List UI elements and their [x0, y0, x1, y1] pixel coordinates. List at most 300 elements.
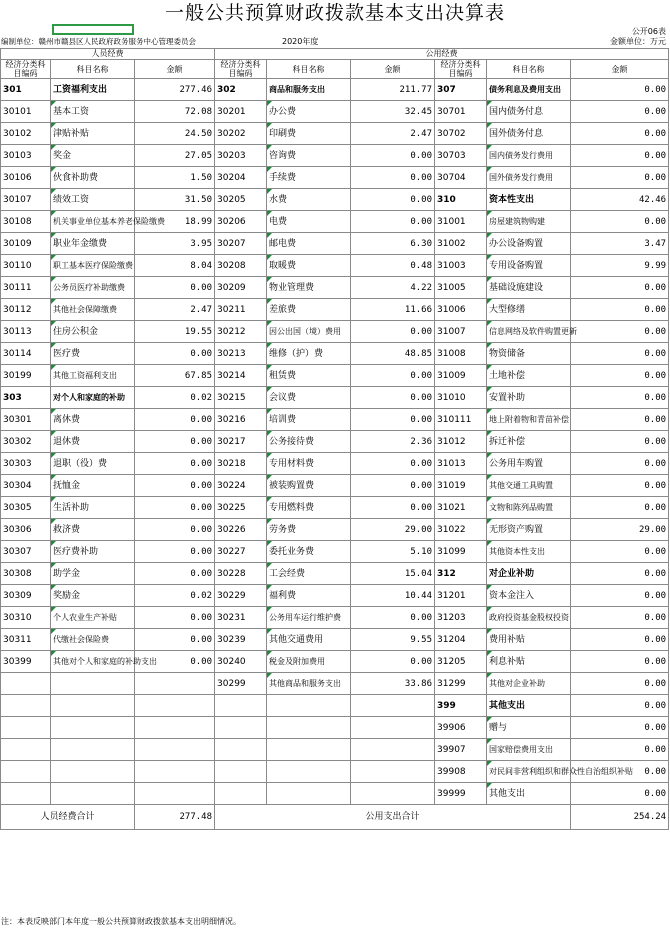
name-cell[interactable]: 其他商品和服务支出	[267, 673, 351, 695]
code-cell[interactable]: 30399	[1, 651, 51, 673]
name-cell[interactable]: 职工基本医疗保险缴费	[51, 255, 135, 277]
code-cell[interactable]: 30114	[1, 343, 51, 365]
name-cell[interactable]: 基本工资	[51, 101, 135, 123]
amount-cell[interactable]	[135, 673, 215, 695]
code-cell[interactable]: 30227	[215, 541, 267, 563]
code-cell[interactable]: 30228	[215, 563, 267, 585]
amount-cell[interactable]	[351, 739, 435, 761]
amount-cell[interactable]: 0.00	[135, 651, 215, 673]
name-cell[interactable]: 国内债务付息	[487, 101, 571, 123]
name-cell[interactable]: 公务用车购置	[487, 453, 571, 475]
header-amount[interactable]: 金额	[571, 60, 669, 79]
name-cell[interactable]: 津贴补贴	[51, 123, 135, 145]
amount-cell[interactable]: 18.99	[135, 211, 215, 233]
name-cell[interactable]: 离休费	[51, 409, 135, 431]
code-cell[interactable]: 30229	[215, 585, 267, 607]
name-cell[interactable]: 个人农业生产补贴	[51, 607, 135, 629]
code-cell[interactable]: 30208	[215, 255, 267, 277]
header-name[interactable]: 科目名称	[267, 60, 351, 79]
name-cell[interactable]: 奖励金	[51, 585, 135, 607]
amount-cell[interactable]: 0.00	[135, 277, 215, 299]
name-cell[interactable]: 工资福利支出	[51, 79, 135, 101]
code-cell[interactable]: 31022	[435, 519, 487, 541]
amount-cell[interactable]: 0.00	[135, 343, 215, 365]
name-cell[interactable]: 国家赔偿费用支出	[487, 739, 571, 761]
code-cell[interactable]	[1, 717, 51, 739]
name-cell[interactable]	[267, 717, 351, 739]
amount-cell[interactable]: 0.00	[571, 651, 669, 673]
amount-cell[interactable]: 0.00	[135, 453, 215, 475]
amount-cell[interactable]: 0.00	[351, 409, 435, 431]
amount-cell[interactable]: 15.04	[351, 563, 435, 585]
name-cell[interactable]: 地上附着物和青苗补偿	[487, 409, 571, 431]
code-cell[interactable]: 310	[435, 189, 487, 211]
code-cell[interactable]: 30112	[1, 299, 51, 321]
code-cell[interactable]	[1, 673, 51, 695]
code-cell[interactable]: 30209	[215, 277, 267, 299]
amount-cell[interactable]: 0.00	[571, 123, 669, 145]
amount-cell[interactable]: 0.48	[351, 255, 435, 277]
public-total-label[interactable]: 公用支出合计	[215, 805, 571, 830]
name-cell[interactable]: 公务员医疗补助缴费	[51, 277, 135, 299]
amount-cell[interactable]: 0.00	[571, 299, 669, 321]
amount-cell[interactable]: 0.00	[351, 651, 435, 673]
name-cell[interactable]	[51, 761, 135, 783]
code-cell[interactable]: 30199	[1, 365, 51, 387]
name-cell[interactable]	[51, 673, 135, 695]
amount-cell[interactable]: 9.99	[571, 255, 669, 277]
code-cell[interactable]: 30205	[215, 189, 267, 211]
code-cell[interactable]: 30109	[1, 233, 51, 255]
code-cell[interactable]: 30207	[215, 233, 267, 255]
amount-cell[interactable]: 2.47	[135, 299, 215, 321]
name-cell[interactable]: 无形资产购置	[487, 519, 571, 541]
code-cell[interactable]: 31201	[435, 585, 487, 607]
name-cell[interactable]: 债务利息及费用支出	[487, 79, 571, 101]
name-cell[interactable]: 因公出国（境）费用	[267, 321, 351, 343]
code-cell[interactable]: 39906	[435, 717, 487, 739]
code-cell[interactable]	[1, 695, 51, 717]
name-cell[interactable]: 退职（役）费	[51, 453, 135, 475]
amount-cell[interactable]: 3.47	[571, 233, 669, 255]
name-cell[interactable]: 住房公积金	[51, 321, 135, 343]
name-cell[interactable]: 水费	[267, 189, 351, 211]
name-cell[interactable]: 退休费	[51, 431, 135, 453]
code-cell[interactable]: 30203	[215, 145, 267, 167]
name-cell[interactable]: 会议费	[267, 387, 351, 409]
name-cell[interactable]: 委托业务费	[267, 541, 351, 563]
name-cell[interactable]: 拆迁补偿	[487, 431, 571, 453]
selected-cell-indicator[interactable]	[52, 24, 134, 35]
name-cell[interactable]: 其他支出	[487, 695, 571, 717]
amount-cell[interactable]: 277.46	[135, 79, 215, 101]
name-cell[interactable]	[51, 783, 135, 805]
code-cell[interactable]: 30231	[215, 607, 267, 629]
name-cell[interactable]: 物资储备	[487, 343, 571, 365]
code-cell[interactable]: 31001	[435, 211, 487, 233]
name-cell[interactable]: 助学金	[51, 563, 135, 585]
name-cell[interactable]: 职业年金缴费	[51, 233, 135, 255]
amount-cell[interactable]: 0.00	[571, 629, 669, 651]
code-cell[interactable]: 30106	[1, 167, 51, 189]
name-cell[interactable]: 公务接待费	[267, 431, 351, 453]
amount-cell[interactable]: 0.00	[351, 145, 435, 167]
code-cell[interactable]: 30299	[215, 673, 267, 695]
name-cell[interactable]: 政府投资基金股权投资	[487, 607, 571, 629]
amount-cell[interactable]: 5.10	[351, 541, 435, 563]
name-cell[interactable]: 伙食补助费	[51, 167, 135, 189]
name-cell[interactable]: 福利费	[267, 585, 351, 607]
header-code[interactable]: 经济分类科目编码	[215, 60, 267, 79]
code-cell[interactable]: 30701	[435, 101, 487, 123]
public-total-value[interactable]: 254.24	[571, 805, 669, 830]
amount-cell[interactable]: 0.00	[571, 541, 669, 563]
name-cell[interactable]: 对民间非营利组织和群众性自治组织补贴	[487, 761, 571, 783]
name-cell[interactable]: 资本性支出	[487, 189, 571, 211]
amount-cell[interactable]: 2.36	[351, 431, 435, 453]
amount-cell[interactable]: 0.00	[571, 497, 669, 519]
code-cell[interactable]: 30240	[215, 651, 267, 673]
code-cell[interactable]: 30214	[215, 365, 267, 387]
amount-cell[interactable]: 0.00	[351, 387, 435, 409]
amount-cell[interactable]: 0.00	[571, 739, 669, 761]
header-amount[interactable]: 金额	[351, 60, 435, 79]
code-cell[interactable]	[215, 695, 267, 717]
code-cell[interactable]: 39908	[435, 761, 487, 783]
amount-cell[interactable]: 31.50	[135, 189, 215, 211]
code-cell[interactable]	[215, 783, 267, 805]
name-cell[interactable]	[267, 695, 351, 717]
code-cell[interactable]: 30239	[215, 629, 267, 651]
header-name[interactable]: 科目名称	[51, 60, 135, 79]
amount-cell[interactable]: 0.00	[571, 211, 669, 233]
amount-cell[interactable]: 0.00	[571, 695, 669, 717]
name-cell[interactable]: 利息补贴	[487, 651, 571, 673]
code-cell[interactable]	[215, 717, 267, 739]
code-cell[interactable]: 301	[1, 79, 51, 101]
amount-cell[interactable]: 0.00	[571, 783, 669, 805]
code-cell[interactable]: 30201	[215, 101, 267, 123]
code-cell[interactable]: 310111	[435, 409, 487, 431]
name-cell[interactable]: 税金及附加费用	[267, 651, 351, 673]
amount-cell[interactable]: 6.30	[351, 233, 435, 255]
code-cell[interactable]: 30108	[1, 211, 51, 233]
name-cell[interactable]: 国外债务付息	[487, 123, 571, 145]
amount-cell[interactable]: 0.00	[571, 431, 669, 453]
amount-cell[interactable]	[351, 761, 435, 783]
amount-cell[interactable]: 8.04	[135, 255, 215, 277]
name-cell[interactable]: 其他资本性支出	[487, 541, 571, 563]
amount-cell[interactable]: 48.85	[351, 343, 435, 365]
amount-cell[interactable]: 0.00	[135, 541, 215, 563]
name-cell[interactable]: 邮电费	[267, 233, 351, 255]
code-cell[interactable]: 30311	[1, 629, 51, 651]
amount-cell[interactable]: 1.50	[135, 167, 215, 189]
name-cell[interactable]: 资本金注入	[487, 585, 571, 607]
code-cell[interactable]: 31021	[435, 497, 487, 519]
amount-cell[interactable]: 0.00	[135, 431, 215, 453]
amount-cell[interactable]: 19.55	[135, 321, 215, 343]
code-cell[interactable]: 31203	[435, 607, 487, 629]
name-cell[interactable]: 对个人和家庭的补助	[51, 387, 135, 409]
code-cell[interactable]: 30110	[1, 255, 51, 277]
name-cell[interactable]: 绩效工资	[51, 189, 135, 211]
name-cell[interactable]: 生活补助	[51, 497, 135, 519]
code-cell[interactable]	[1, 739, 51, 761]
code-cell[interactable]: 30213	[215, 343, 267, 365]
name-cell[interactable]: 医疗费补助	[51, 541, 135, 563]
amount-cell[interactable]: 211.77	[351, 79, 435, 101]
amount-cell[interactable]: 0.00	[571, 453, 669, 475]
amount-cell[interactable]: 0.00	[571, 475, 669, 497]
name-cell[interactable]: 专用设备购置	[487, 255, 571, 277]
code-cell[interactable]	[215, 761, 267, 783]
code-cell[interactable]	[1, 761, 51, 783]
header-name[interactable]: 科目名称	[487, 60, 571, 79]
amount-cell[interactable]: 3.95	[135, 233, 215, 255]
amount-cell[interactable]: 0.00	[571, 277, 669, 299]
name-cell[interactable]: 商品和服务支出	[267, 79, 351, 101]
name-cell[interactable]: 费用补贴	[487, 629, 571, 651]
amount-cell[interactable]	[351, 783, 435, 805]
amount-cell[interactable]	[351, 717, 435, 739]
amount-cell[interactable]: 0.00	[135, 497, 215, 519]
amount-cell[interactable]: 0.00	[571, 321, 669, 343]
amount-cell[interactable]	[135, 717, 215, 739]
code-cell[interactable]: 30704	[435, 167, 487, 189]
amount-cell[interactable]: 0.00	[571, 343, 669, 365]
amount-cell[interactable]: 0.00	[571, 409, 669, 431]
code-cell[interactable]: 30216	[215, 409, 267, 431]
code-cell[interactable]: 312	[435, 563, 487, 585]
name-cell[interactable]: 信息网络及软件购置更新	[487, 321, 571, 343]
amount-cell[interactable]	[135, 761, 215, 783]
amount-cell[interactable]: 0.00	[571, 101, 669, 123]
code-cell[interactable]: 30211	[215, 299, 267, 321]
amount-cell[interactable]: 0.02	[135, 585, 215, 607]
code-cell[interactable]: 31005	[435, 277, 487, 299]
name-cell[interactable]: 机关事业单位基本养老保险缴费	[51, 211, 135, 233]
code-cell[interactable]: 31007	[435, 321, 487, 343]
amount-cell[interactable]: 4.22	[351, 277, 435, 299]
amount-cell[interactable]: 0.02	[135, 387, 215, 409]
code-cell[interactable]: 30304	[1, 475, 51, 497]
amount-cell[interactable]: 42.46	[571, 189, 669, 211]
code-cell[interactable]: 31299	[435, 673, 487, 695]
header-personnel[interactable]: 人员经费	[1, 49, 215, 60]
name-cell[interactable]: 劳务费	[267, 519, 351, 541]
code-cell[interactable]: 307	[435, 79, 487, 101]
amount-cell[interactable]: 0.00	[571, 387, 669, 409]
header-public[interactable]: 公用经费	[215, 49, 669, 60]
code-cell[interactable]: 39999	[435, 783, 487, 805]
amount-cell[interactable]: 0.00	[351, 167, 435, 189]
code-cell[interactable]: 31204	[435, 629, 487, 651]
header-code[interactable]: 经济分类科目编码	[1, 60, 51, 79]
amount-cell[interactable]: 0.00	[351, 497, 435, 519]
code-cell[interactable]: 30102	[1, 123, 51, 145]
name-cell[interactable]: 赠与	[487, 717, 571, 739]
personnel-total-value[interactable]: 277.48	[135, 805, 215, 830]
name-cell[interactable]: 工会经费	[267, 563, 351, 585]
name-cell[interactable]: 大型修缮	[487, 299, 571, 321]
amount-cell[interactable]: 0.00	[135, 563, 215, 585]
name-cell[interactable]: 咨询费	[267, 145, 351, 167]
amount-cell[interactable]: 0.00	[571, 167, 669, 189]
amount-cell[interactable]: 0.00	[351, 453, 435, 475]
code-cell[interactable]: 30111	[1, 277, 51, 299]
amount-cell[interactable]: 29.00	[351, 519, 435, 541]
amount-cell[interactable]: 0.00	[135, 475, 215, 497]
name-cell[interactable]: 其他交通费用	[267, 629, 351, 651]
amount-cell[interactable]	[135, 739, 215, 761]
name-cell[interactable]: 基础设施建设	[487, 277, 571, 299]
code-cell[interactable]: 30303	[1, 453, 51, 475]
name-cell[interactable]: 专用材料费	[267, 453, 351, 475]
code-cell[interactable]: 30218	[215, 453, 267, 475]
code-cell[interactable]: 30215	[215, 387, 267, 409]
amount-cell[interactable]: 0.00	[571, 607, 669, 629]
code-cell[interactable]: 30226	[215, 519, 267, 541]
code-cell[interactable]: 31006	[435, 299, 487, 321]
personnel-total-label[interactable]: 人员经费合计	[1, 805, 135, 830]
code-cell[interactable]: 30204	[215, 167, 267, 189]
name-cell[interactable]	[51, 695, 135, 717]
code-cell[interactable]	[1, 783, 51, 805]
name-cell[interactable]	[51, 739, 135, 761]
name-cell[interactable]: 租赁费	[267, 365, 351, 387]
code-cell[interactable]: 30306	[1, 519, 51, 541]
name-cell[interactable]	[51, 717, 135, 739]
name-cell[interactable]: 房屋建筑物购建	[487, 211, 571, 233]
code-cell[interactable]: 30302	[1, 431, 51, 453]
name-cell[interactable]: 维修（护）费	[267, 343, 351, 365]
name-cell[interactable]: 其他对个人和家庭的补助支出	[51, 651, 135, 673]
code-cell[interactable]: 30202	[215, 123, 267, 145]
code-cell[interactable]: 30702	[435, 123, 487, 145]
code-cell[interactable]: 30225	[215, 497, 267, 519]
name-cell[interactable]: 救济费	[51, 519, 135, 541]
name-cell[interactable]	[267, 739, 351, 761]
code-cell[interactable]: 39907	[435, 739, 487, 761]
name-cell[interactable]: 差旅费	[267, 299, 351, 321]
code-cell[interactable]: 30305	[1, 497, 51, 519]
amount-cell[interactable]: 0.00	[135, 629, 215, 651]
code-cell[interactable]: 30224	[215, 475, 267, 497]
code-cell[interactable]: 30301	[1, 409, 51, 431]
code-cell[interactable]: 303	[1, 387, 51, 409]
code-cell[interactable]: 30310	[1, 607, 51, 629]
name-cell[interactable]: 办公设备购置	[487, 233, 571, 255]
code-cell[interactable]: 30107	[1, 189, 51, 211]
amount-cell[interactable]: 67.85	[135, 365, 215, 387]
name-cell[interactable]: 专用燃料费	[267, 497, 351, 519]
code-cell[interactable]: 31013	[435, 453, 487, 475]
amount-cell[interactable]: 72.08	[135, 101, 215, 123]
name-cell[interactable]	[267, 761, 351, 783]
code-cell[interactable]: 31003	[435, 255, 487, 277]
amount-cell[interactable]: 0.00	[135, 409, 215, 431]
amount-cell[interactable]: 9.55	[351, 629, 435, 651]
code-cell[interactable]: 31008	[435, 343, 487, 365]
amount-cell[interactable]: 33.86	[351, 673, 435, 695]
name-cell[interactable]: 奖金	[51, 145, 135, 167]
amount-cell[interactable]: 0.00	[571, 761, 669, 783]
amount-cell[interactable]	[135, 783, 215, 805]
code-cell[interactable]: 30103	[1, 145, 51, 167]
code-cell[interactable]: 31002	[435, 233, 487, 255]
name-cell[interactable]: 对企业补助	[487, 563, 571, 585]
name-cell[interactable]: 国外债务发行费用	[487, 167, 571, 189]
name-cell[interactable]: 代缴社会保险费	[51, 629, 135, 651]
code-cell[interactable]: 30113	[1, 321, 51, 343]
amount-cell[interactable]: 0.00	[351, 365, 435, 387]
amount-cell[interactable]: 10.44	[351, 585, 435, 607]
amount-cell[interactable]: 0.00	[571, 365, 669, 387]
amount-cell[interactable]: 2.47	[351, 123, 435, 145]
name-cell[interactable]: 医疗费	[51, 343, 135, 365]
code-cell[interactable]: 399	[435, 695, 487, 717]
name-cell[interactable]: 电费	[267, 211, 351, 233]
code-cell[interactable]: 31205	[435, 651, 487, 673]
name-cell[interactable]: 文物和陈列品购置	[487, 497, 571, 519]
code-cell[interactable]: 302	[215, 79, 267, 101]
amount-cell[interactable]: 0.00	[571, 145, 669, 167]
name-cell[interactable]: 被装购置费	[267, 475, 351, 497]
amount-cell[interactable]: 29.00	[571, 519, 669, 541]
name-cell[interactable]: 其他支出	[487, 783, 571, 805]
name-cell[interactable]: 公务用车运行维护费	[267, 607, 351, 629]
name-cell[interactable]: 其他交通工具购置	[487, 475, 571, 497]
code-cell[interactable]: 30703	[435, 145, 487, 167]
amount-cell[interactable]: 0.00	[351, 211, 435, 233]
name-cell[interactable]: 其他对企业补助	[487, 673, 571, 695]
code-cell[interactable]: 30206	[215, 211, 267, 233]
header-code[interactable]: 经济分类科目编码	[435, 60, 487, 79]
code-cell[interactable]: 30307	[1, 541, 51, 563]
name-cell[interactable]: 抚恤金	[51, 475, 135, 497]
amount-cell[interactable]: 0.00	[351, 475, 435, 497]
code-cell[interactable]: 30101	[1, 101, 51, 123]
name-cell[interactable]	[267, 783, 351, 805]
name-cell[interactable]: 国内债务发行费用	[487, 145, 571, 167]
amount-cell[interactable]: 0.00	[571, 79, 669, 101]
code-cell[interactable]: 31012	[435, 431, 487, 453]
amount-cell[interactable]: 27.05	[135, 145, 215, 167]
header-amount[interactable]: 金额	[135, 60, 215, 79]
amount-cell[interactable]: 0.00	[571, 585, 669, 607]
name-cell[interactable]: 取暖费	[267, 255, 351, 277]
name-cell[interactable]: 其他工资福利支出	[51, 365, 135, 387]
name-cell[interactable]: 土地补偿	[487, 365, 571, 387]
code-cell[interactable]: 31010	[435, 387, 487, 409]
name-cell[interactable]: 培训费	[267, 409, 351, 431]
name-cell[interactable]: 其他社会保障缴费	[51, 299, 135, 321]
code-cell[interactable]: 31009	[435, 365, 487, 387]
name-cell[interactable]: 手续费	[267, 167, 351, 189]
amount-cell[interactable]: 0.00	[351, 607, 435, 629]
amount-cell[interactable]	[135, 695, 215, 717]
amount-cell[interactable]: 11.66	[351, 299, 435, 321]
code-cell[interactable]: 31099	[435, 541, 487, 563]
name-cell[interactable]: 物业管理费	[267, 277, 351, 299]
name-cell[interactable]: 印刷费	[267, 123, 351, 145]
amount-cell[interactable]: 0.00	[571, 673, 669, 695]
code-cell[interactable]: 31019	[435, 475, 487, 497]
name-cell[interactable]: 办公费	[267, 101, 351, 123]
code-cell[interactable]: 30308	[1, 563, 51, 585]
code-cell[interactable]: 30212	[215, 321, 267, 343]
